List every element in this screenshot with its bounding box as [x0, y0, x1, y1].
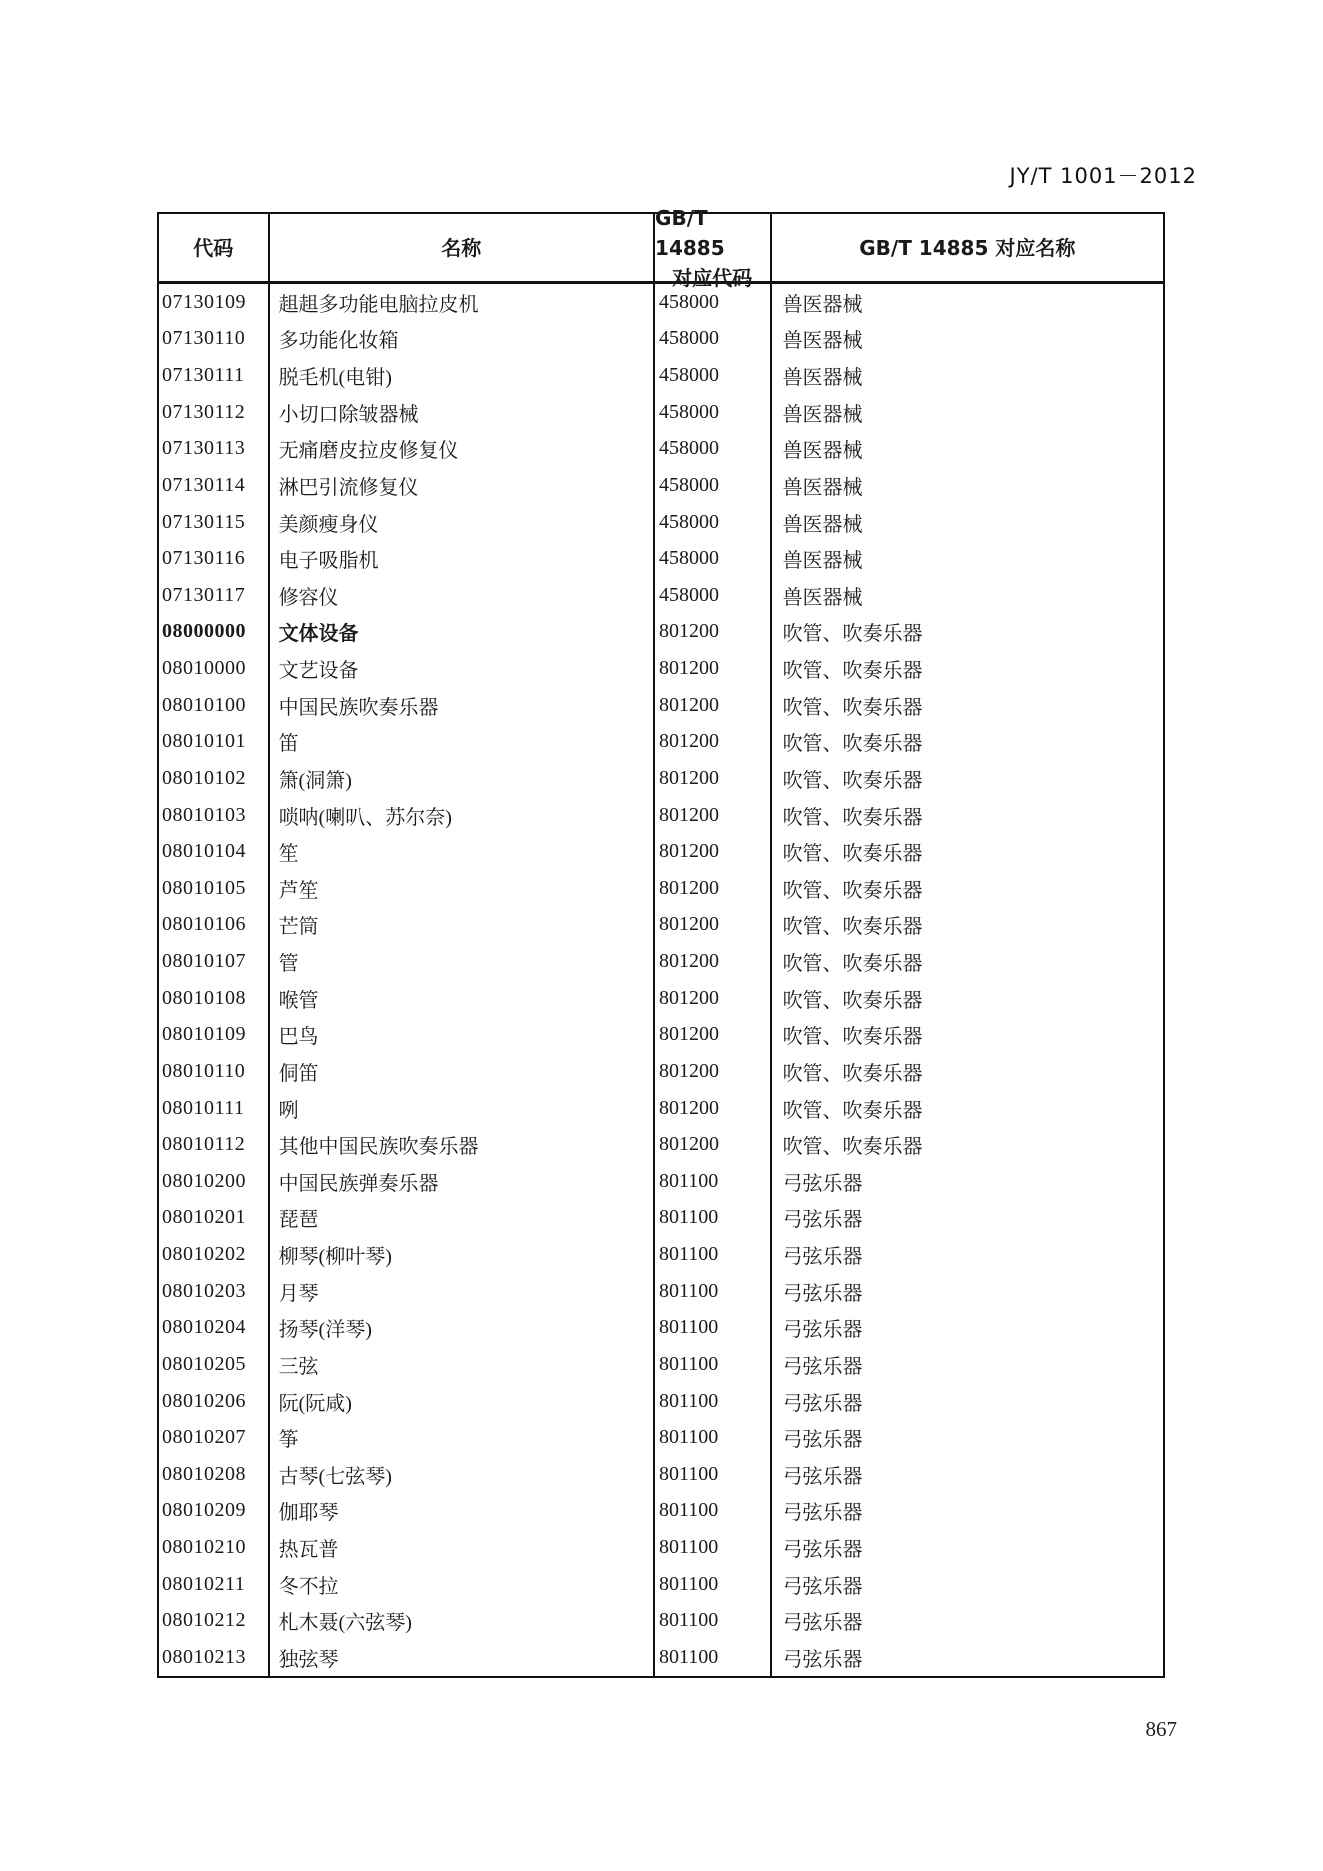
row-gbt-code-cell: 458000 — [655, 357, 772, 394]
table-body — [159, 284, 1163, 1676]
row-code-cell: 08010100 — [159, 687, 270, 724]
row-name-cell: 箫(洞箫) — [270, 760, 655, 797]
row-code-cell: 08010104 — [159, 833, 270, 870]
row-code-cell: 08010205 — [159, 1346, 270, 1383]
row-gbt-code-cell: 801100 — [655, 1639, 772, 1676]
row-gbt-name-cell: 弓弦乐器 — [782, 1575, 863, 1598]
row-gbt-name-cell: 弓弦乐器 — [782, 1465, 863, 1488]
row-name-cell: 琵琶 — [270, 1200, 655, 1237]
table-row — [159, 1603, 1163, 1640]
row-gbt-name-cell: 兽医器械 — [782, 550, 863, 573]
row-name-cell: 伽耶琴 — [270, 1493, 655, 1530]
row-code-cell: 08010101 — [159, 724, 270, 761]
row-gbt-name-cell: 兽医器械 — [782, 330, 863, 353]
row-gbt-name-cell: 兽医器械 — [782, 513, 863, 536]
table-row — [159, 870, 1163, 907]
row-gbt-code-cell: 458000 — [655, 540, 772, 577]
row-gbt-code-cell: 801200 — [655, 1126, 772, 1163]
row-gbt-code-cell: 801200 — [655, 870, 772, 907]
row-gbt-name-cell: 吹管、吹奏乐器 — [782, 1136, 923, 1159]
row-gbt-name-cell: 弓弦乐器 — [782, 1392, 863, 1415]
row-gbt-name-cell: 弓弦乐器 — [782, 1539, 863, 1562]
row-gbt-name-cell: 吹管、吹奏乐器 — [782, 1062, 923, 1085]
table-row — [159, 1236, 1163, 1273]
row-gbt-name-cell: 弓弦乐器 — [782, 1246, 863, 1269]
table-row — [159, 540, 1163, 577]
row-gbt-name-cell: 吹管、吹奏乐器 — [782, 623, 923, 646]
row-code-cell: 08010210 — [159, 1529, 270, 1566]
row-gbt-code-cell: 458000 — [655, 321, 772, 358]
row-name-cell: 巴鸟 — [270, 1017, 655, 1054]
row-code-cell: 07130113 — [159, 431, 270, 468]
table-row — [159, 1639, 1163, 1676]
table-row — [159, 1017, 1163, 1054]
row-gbt-name-cell: 吹管、吹奏乐器 — [782, 879, 923, 902]
table-row — [159, 321, 1163, 358]
table-row — [159, 724, 1163, 761]
row-name-cell: 中国民族吹奏乐器 — [270, 687, 655, 724]
row-gbt-code-cell: 801200 — [655, 760, 772, 797]
row-gbt-code-cell: 458000 — [655, 394, 772, 431]
row-code-cell: 07130110 — [159, 321, 270, 358]
row-gbt-code-cell: 458000 — [655, 467, 772, 504]
row-name-cell: 阮(阮咸) — [270, 1383, 655, 1420]
row-name-cell: 文体设备 — [270, 614, 655, 651]
code-mapping-table — [157, 205, 1165, 1678]
row-gbt-name-cell: 弓弦乐器 — [782, 1209, 863, 1232]
row-gbt-name-cell: 弓弦乐器 — [782, 1612, 863, 1635]
row-code-cell: 07130109 — [159, 284, 270, 321]
table-row — [159, 467, 1163, 504]
table-row — [159, 1126, 1163, 1163]
table-row — [159, 1163, 1163, 1200]
row-gbt-code-cell: 801200 — [655, 907, 772, 944]
row-code-cell: 08010212 — [159, 1603, 270, 1640]
row-gbt-code-cell: 801100 — [655, 1603, 772, 1640]
table-row — [159, 943, 1163, 980]
doc-number: JY/T 1001－2012 — [1009, 164, 1197, 188]
row-name-cell: 趄趄多功能电脑拉皮机 — [270, 284, 655, 321]
row-name-cell: 中国民族弹奏乐器 — [270, 1163, 655, 1200]
row-gbt-code-cell: 458000 — [655, 284, 772, 321]
table-row — [159, 1383, 1163, 1420]
row-code-cell: 08010203 — [159, 1273, 270, 1310]
row-name-cell: 月琴 — [270, 1273, 655, 1310]
row-gbt-code-cell: 801200 — [655, 1017, 772, 1054]
row-name-cell: 筝 — [270, 1419, 655, 1456]
row-code-cell: 08010201 — [159, 1200, 270, 1237]
row-name-cell: 柳琴(柳叶琴) — [270, 1236, 655, 1273]
row-code-cell: 08010106 — [159, 907, 270, 944]
row-gbt-code-cell: 801100 — [655, 1200, 772, 1237]
row-name-cell: 冬不拉 — [270, 1566, 655, 1603]
row-gbt-name-cell: 吹管、吹奏乐器 — [782, 769, 923, 792]
row-code-cell: 07130115 — [159, 504, 270, 541]
row-gbt-code-cell: 801200 — [655, 1053, 772, 1090]
page-number: 867 — [1145, 1717, 1177, 1741]
row-gbt-name-cell: 吹管、吹奏乐器 — [782, 916, 923, 939]
table-row — [159, 1273, 1163, 1310]
header-gbt-code — [655, 205, 772, 290]
row-code-cell: 08010204 — [159, 1310, 270, 1347]
header-gbt-code-line2: 对应代码 — [672, 265, 753, 290]
row-name-cell: 淋巴引流修复仪 — [270, 467, 655, 504]
row-gbt-name-cell: 弓弦乐器 — [782, 1502, 863, 1525]
row-gbt-code-cell: 458000 — [655, 431, 772, 468]
table-row — [159, 577, 1163, 614]
header-code — [159, 214, 270, 281]
row-gbt-code-cell: 801100 — [655, 1456, 772, 1493]
table-row — [159, 1310, 1163, 1347]
row-gbt-code-cell: 801100 — [655, 1383, 772, 1420]
row-gbt-code-cell: 801100 — [655, 1346, 772, 1383]
row-name-cell: 三弦 — [270, 1346, 655, 1383]
table-row — [159, 614, 1163, 651]
table-row — [159, 833, 1163, 870]
row-code-cell: 08010112 — [159, 1126, 270, 1163]
row-gbt-name-cell: 兽医器械 — [782, 586, 863, 609]
row-gbt-name-cell: 兽医器械 — [782, 476, 863, 499]
row-name-cell: 古琴(七弦琴) — [270, 1456, 655, 1493]
table-row — [159, 760, 1163, 797]
row-gbt-code-cell: 801200 — [655, 980, 772, 1017]
table-row — [159, 687, 1163, 724]
row-gbt-code-cell: 801200 — [655, 797, 772, 834]
row-name-cell: 芒筒 — [270, 907, 655, 944]
row-code-cell: 08010208 — [159, 1456, 270, 1493]
row-gbt-code-cell: 801200 — [655, 833, 772, 870]
row-gbt-code-cell: 801100 — [655, 1566, 772, 1603]
row-name-cell: 无痛磨皮拉皮修复仪 — [270, 431, 655, 468]
row-gbt-code-cell: 801100 — [655, 1163, 772, 1200]
row-code-cell: 08010213 — [159, 1639, 270, 1676]
row-code-cell: 08010202 — [159, 1236, 270, 1273]
row-gbt-code-cell: 801200 — [655, 650, 772, 687]
row-gbt-name-cell: 弓弦乐器 — [782, 1319, 863, 1342]
row-code-cell: 07130117 — [159, 577, 270, 614]
row-code-cell: 08000000 — [159, 614, 270, 651]
row-code-cell: 08010111 — [159, 1090, 270, 1127]
header-name — [270, 214, 655, 281]
row-gbt-code-cell: 801200 — [655, 614, 772, 651]
row-name-cell: 热瓦普 — [270, 1529, 655, 1566]
row-code-cell: 08010206 — [159, 1383, 270, 1420]
table-row — [159, 1053, 1163, 1090]
row-code-cell: 08010110 — [159, 1053, 270, 1090]
row-code-cell: 08010102 — [159, 760, 270, 797]
table-row — [159, 504, 1163, 541]
row-name-cell: 唢呐(喇叭、苏尔奈) — [270, 797, 655, 834]
row-gbt-name-cell: 兽医器械 — [782, 367, 863, 390]
row-gbt-code-cell: 458000 — [655, 504, 772, 541]
row-name-cell: 美颜瘦身仪 — [270, 504, 655, 541]
row-code-cell: 07130112 — [159, 394, 270, 431]
row-gbt-name-cell: 吹管、吹奏乐器 — [782, 953, 923, 976]
row-code-cell: 08010211 — [159, 1566, 270, 1603]
table-row — [159, 980, 1163, 1017]
row-gbt-name-cell: 弓弦乐器 — [782, 1172, 863, 1195]
table-row — [159, 907, 1163, 944]
table-row — [159, 1419, 1163, 1456]
row-gbt-name-cell: 吹管、吹奏乐器 — [782, 989, 923, 1012]
row-name-cell: 扬琴(洋琴) — [270, 1310, 655, 1347]
row-gbt-name-cell: 吹管、吹奏乐器 — [782, 1026, 923, 1049]
row-name-cell: 管 — [270, 943, 655, 980]
row-name-cell: 脱毛机(电钳) — [270, 357, 655, 394]
row-name-cell: 小切口除皱器械 — [270, 394, 655, 431]
row-gbt-name-cell: 弓弦乐器 — [782, 1282, 863, 1305]
row-gbt-name-cell: 吹管、吹奏乐器 — [782, 806, 923, 829]
row-gbt-name-cell: 吹管、吹奏乐器 — [782, 843, 923, 866]
row-code-cell: 08010108 — [159, 980, 270, 1017]
table-row — [159, 650, 1163, 687]
row-gbt-code-cell: 801100 — [655, 1419, 772, 1456]
row-code-cell: 08010109 — [159, 1017, 270, 1054]
header-name-label: 名称 — [441, 235, 482, 260]
row-name-cell: 修容仪 — [270, 577, 655, 614]
row-gbt-code-cell: 801100 — [655, 1310, 772, 1347]
row-gbt-name-cell: 吹管、吹奏乐器 — [782, 1099, 923, 1122]
row-name-cell: 笛 — [270, 724, 655, 761]
row-name-cell: 多功能化妆箱 — [270, 321, 655, 358]
table-row — [159, 1090, 1163, 1127]
table-row — [159, 284, 1163, 321]
row-name-cell: 电子吸脂机 — [270, 540, 655, 577]
row-gbt-name-cell: 兽医器械 — [782, 440, 863, 463]
row-name-cell: 喉管 — [270, 980, 655, 1017]
row-gbt-code-cell: 801200 — [655, 687, 772, 724]
table-row — [159, 357, 1163, 394]
row-code-cell: 07130116 — [159, 540, 270, 577]
table-row — [159, 797, 1163, 834]
row-gbt-name-cell: 弓弦乐器 — [782, 1648, 863, 1671]
table-row — [159, 1346, 1163, 1383]
table-row — [159, 1456, 1163, 1493]
row-code-cell: 08010000 — [159, 650, 270, 687]
table-row — [159, 1566, 1163, 1603]
header-gbt-code-line1: GB/T 14885 — [655, 205, 725, 260]
row-gbt-code-cell: 801100 — [655, 1273, 772, 1310]
row-gbt-name-cell: 兽医器械 — [782, 403, 863, 426]
row-name-cell: 独弦琴 — [270, 1639, 655, 1676]
row-gbt-code-cell: 801200 — [655, 943, 772, 980]
table-row — [159, 1493, 1163, 1530]
table-row — [159, 1529, 1163, 1566]
row-name-cell: 芦笙 — [270, 870, 655, 907]
row-name-cell: 侗笛 — [270, 1053, 655, 1090]
header-gbt-name-label: GB/T 14885 对应名称 — [859, 235, 1076, 260]
row-code-cell: 08010200 — [159, 1163, 270, 1200]
row-code-cell: 08010209 — [159, 1493, 270, 1530]
table-row — [159, 394, 1163, 431]
row-gbt-code-cell: 801100 — [655, 1529, 772, 1566]
header-gbt-name — [772, 214, 1163, 281]
row-name-cell: 咧 — [270, 1090, 655, 1127]
header-code-label: 代码 — [193, 235, 234, 260]
row-code-cell: 08010105 — [159, 870, 270, 907]
table-row — [159, 1200, 1163, 1237]
row-gbt-code-cell: 801100 — [655, 1236, 772, 1273]
row-code-cell: 08010207 — [159, 1419, 270, 1456]
row-gbt-code-cell: 801200 — [655, 724, 772, 761]
row-gbt-code-cell: 458000 — [655, 577, 772, 614]
row-gbt-name-cell: 弓弦乐器 — [782, 1429, 863, 1452]
row-gbt-name-cell: 吹管、吹奏乐器 — [782, 733, 923, 756]
row-name-cell: 文艺设备 — [270, 650, 655, 687]
row-code-cell: 08010107 — [159, 943, 270, 980]
row-name-cell: 其他中国民族吹奏乐器 — [270, 1126, 655, 1163]
row-gbt-name-cell: 吹管、吹奏乐器 — [782, 660, 923, 683]
table-header-row — [159, 205, 1163, 290]
row-name-cell: 札木聂(六弦琴) — [270, 1603, 655, 1640]
row-gbt-name-cell: 吹管、吹奏乐器 — [782, 696, 923, 719]
row-code-cell: 07130111 — [159, 357, 270, 394]
row-gbt-name-cell: 弓弦乐器 — [782, 1355, 863, 1378]
row-gbt-code-cell: 801100 — [655, 1493, 772, 1530]
row-name-cell: 笙 — [270, 833, 655, 870]
row-code-cell: 08010103 — [159, 797, 270, 834]
table-row — [159, 431, 1163, 468]
row-gbt-code-cell: 801200 — [655, 1090, 772, 1127]
row-code-cell: 07130114 — [159, 467, 270, 504]
row-gbt-name-cell: 兽医器械 — [782, 293, 863, 316]
